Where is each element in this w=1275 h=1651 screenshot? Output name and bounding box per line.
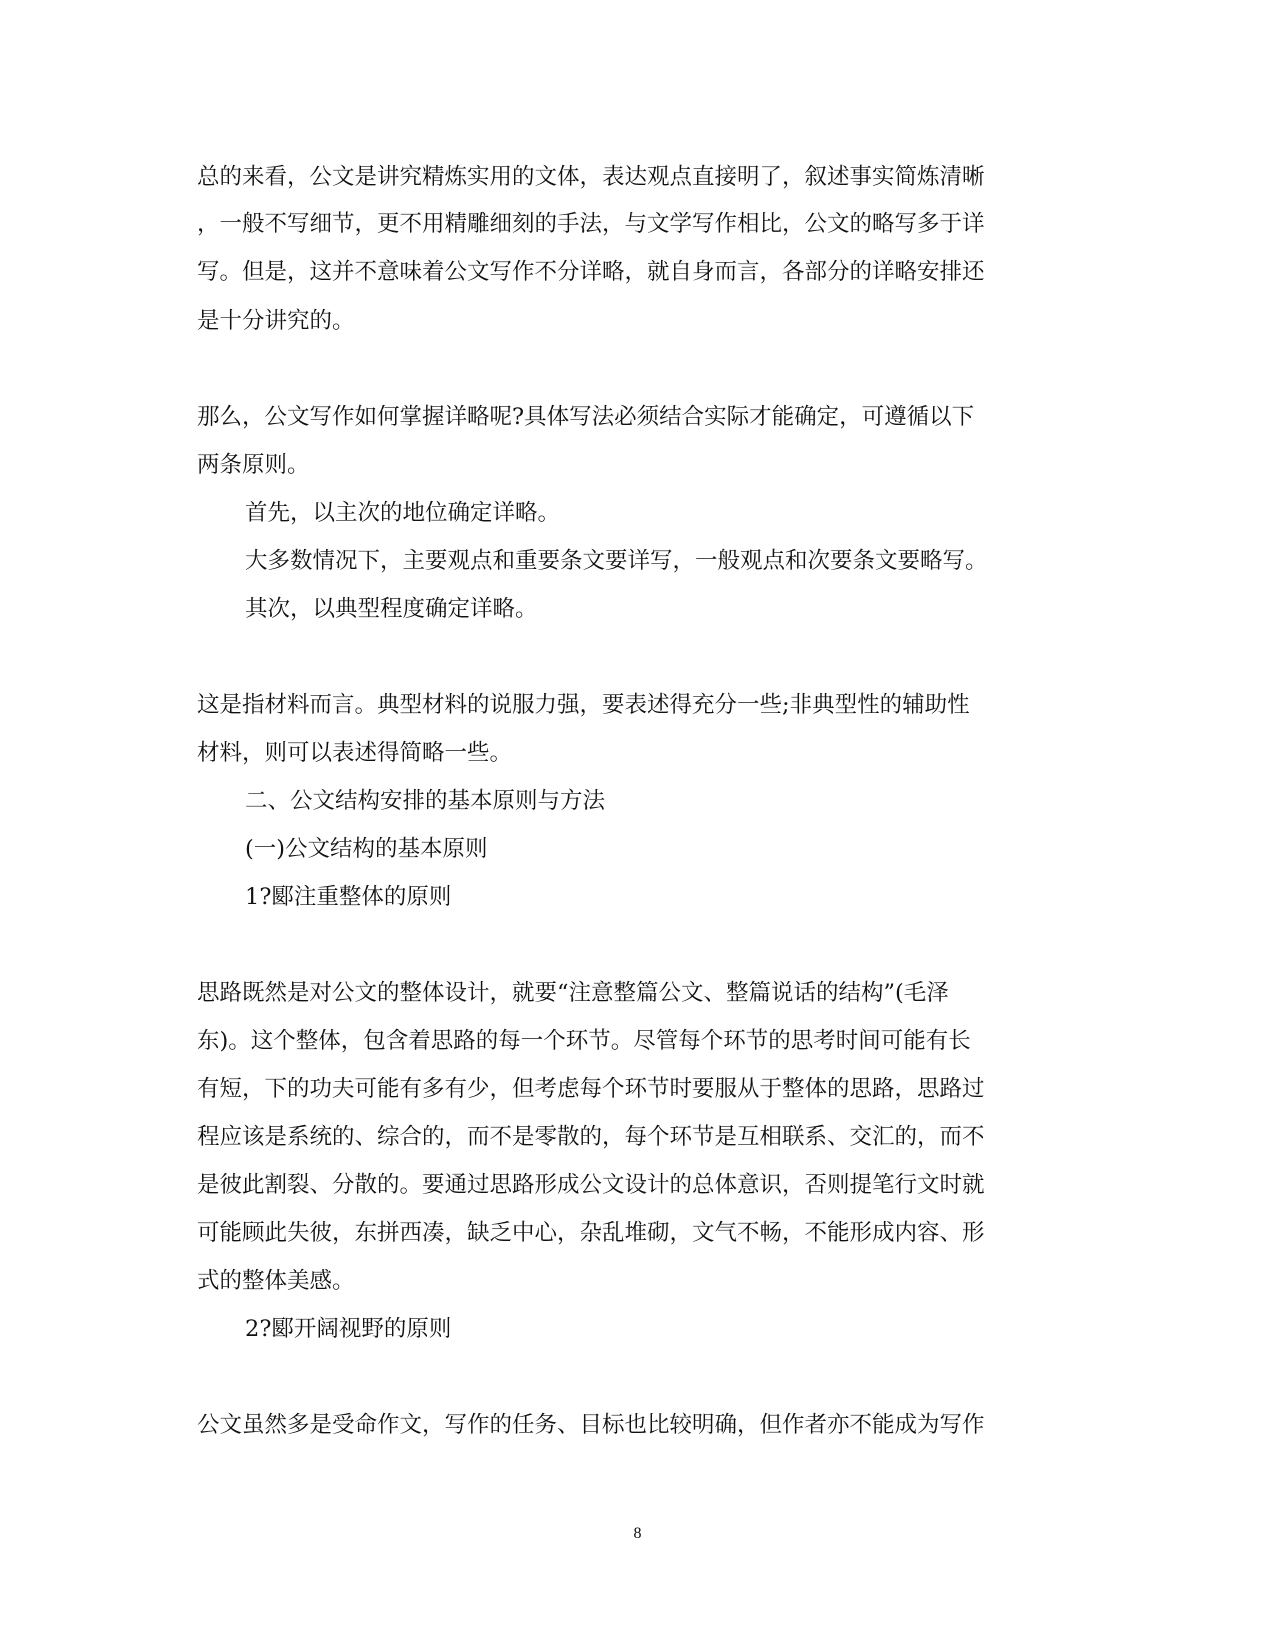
subsection-heading: (一)公文结构的基本原则 xyxy=(245,836,488,862)
section-heading: 二、公文结构安排的基本原则与方法 xyxy=(245,788,606,814)
text-line: ，一般不写细节，更不用精雕细刻的手法，与文学写作相比，公文的略写多于详 xyxy=(197,211,985,237)
text-line: 其次，以典型程度确定详略。 xyxy=(245,596,538,622)
text-line: 大多数情况下，主要观点和重要条文要详写，一般观点和次要条文要略写。 xyxy=(245,548,988,574)
item-heading: 1?郾注重整体的原则 xyxy=(245,884,452,910)
text-line: 这是指材料而言。典型材料的说服力强，要表述得充分一些;非典型性的辅助性 xyxy=(197,692,970,718)
text-line: 思路既然是对公文的整体设计，就要“注意整篇公文、整篇说话的结构”(毛泽 xyxy=(197,980,949,1006)
text-line: 程应该是系统的、综合的，而不是零散的，每个环节是互相联系、交汇的，而不 xyxy=(197,1124,985,1150)
item-heading: 2?郾开阔视野的原则 xyxy=(245,1316,452,1342)
text-line: 是十分讲究的。 xyxy=(197,308,355,334)
text-line: 东)。这个整体，包含着思路的每一个环节。尽管每个环节的思考时间可能有长 xyxy=(197,1028,971,1054)
page-number: 8 xyxy=(633,1525,642,1542)
text-line: 是彼此割裂、分散的。要通过思路形成公文设计的总体意识，否则提笔行文时就 xyxy=(197,1172,985,1198)
text-line: 首先，以主次的地位确定详略。 xyxy=(245,500,561,526)
text-line: 公文虽然多是受命作文，写作的任务、目标也比较明确，但作者亦不能成为写作 xyxy=(197,1412,985,1438)
text-line: 那么，公文写作如何掌握详略呢?具体写法必须结合实际才能确定，可遵循以下 xyxy=(197,404,975,430)
text-line: 式的整体美感。 xyxy=(197,1268,355,1294)
text-line: 有短，下的功夫可能有多有少，但考虑每个环节时要服从于整体的思路，思路过 xyxy=(197,1076,985,1102)
text-line: 材料，则可以表述得简略一些。 xyxy=(197,740,513,766)
text-line: 写。但是，这并不意味着公文写作不分详略，就自身而言，各部分的详略安排还 xyxy=(197,259,985,285)
text-line: 两条原则。 xyxy=(197,452,310,478)
text-line: 总的来看，公文是讲究精炼实用的文体，表达观点直接明了，叙述事实简炼清晰 xyxy=(197,164,985,190)
text-line: 可能顾此失彼，东拼西凑，缺乏中心，杂乱堆砌，文气不畅，不能形成内容、形 xyxy=(197,1220,985,1246)
